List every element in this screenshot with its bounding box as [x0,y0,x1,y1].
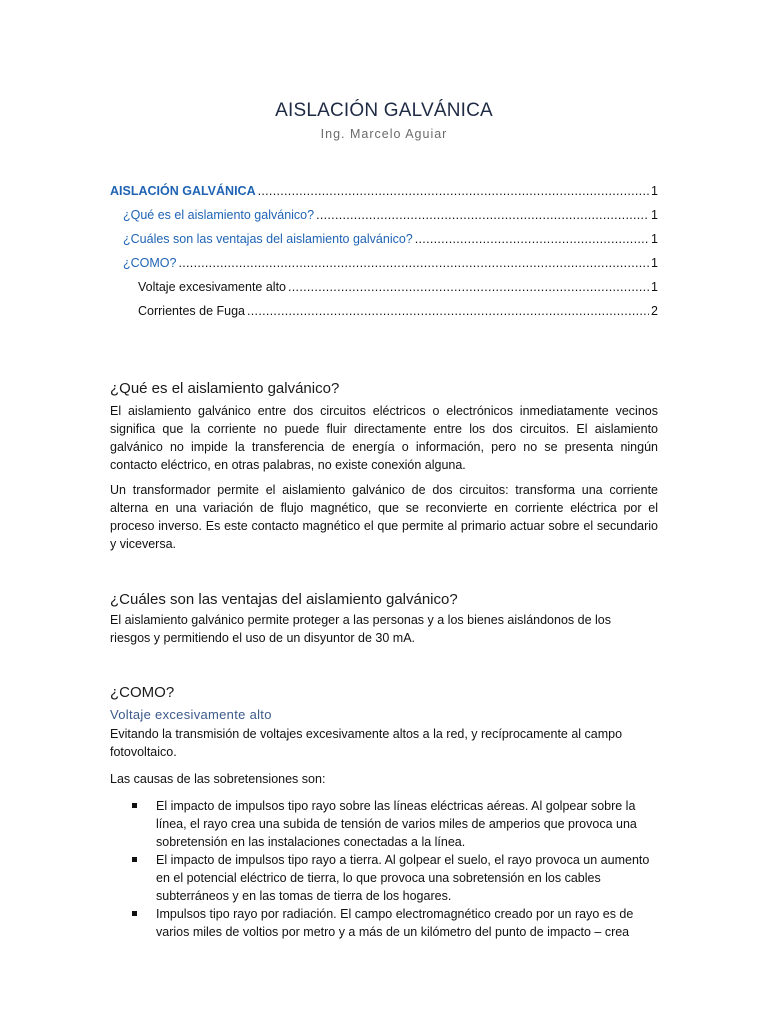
document-author: Ing. Marcelo Aguiar [320,127,448,141]
toc-page-number: 1 [651,256,658,270]
toc-entry-aislacion[interactable] [110,182,658,200]
toc-leader-dots [288,278,649,296]
paragraph-que-es-1: El aislamiento galvánico entre dos circuitos eléctricos o electrónicos inmediatamente vecinos significa que la corriente no puede fluir directamente entre los dos circuitos. El aislamiento galvánico no impide la transferencia de energía o información, pero no se presenta ningún contacto eléctrico, en otras palabras, no existe conexión alguna. [110,404,658,472]
toc-entry-label[interactable]: ¿Cuáles son las ventajas del aislamiento galvánico? [123,232,413,246]
toc-page-number: 1 [651,208,658,222]
toc-page-number: 1 [651,232,658,246]
list-item [110,797,658,851]
toc-leader-dots [178,254,649,272]
toc-entry-ventajas[interactable] [123,230,658,248]
toc-entry-label[interactable]: AISLACIÓN GALVÁNICA [110,184,256,198]
toc-leader-dots [247,302,649,320]
paragraph-que-es-2: Un transformador permite el aislamiento galvánico de dos circuitos: transforma una corriente alterna en una variación de flujo magnético, que se reconvierte en corriente eléctrica por el proceso inverso. Es este contacto magnético el que permite al primario actuar sobre el secundario y viceversa. [110,483,658,551]
toc-page-number: 1 [651,184,658,198]
toc-entry-label[interactable]: Voltaje excesivamente alto [138,280,287,294]
toc-entry-label[interactable]: Corrientes de Fuga [138,304,246,318]
toc-entry-como[interactable] [123,254,658,272]
list-item-text: El impacto de impulsos tipo rayo a tierra. Al golpear el suelo, el rayo provoca un aumento en el potencial eléctrico de tierra, lo que provoca una sobretensión en los cables subterráneos y en las tomas de tierra de los hogares. [156,853,650,903]
toc-leader-dots [258,182,649,200]
paragraph-como-1: Evitando la transmisión de voltajes excesivamente altos a la red, y recíprocamente al campo fotovoltaico. [110,727,623,759]
bullet-square-icon [132,857,137,862]
toc-entry-que-es[interactable] [123,206,658,224]
heading-que-es: ¿Qué es el aislamiento galvánico? [110,380,340,397]
subheading-voltaje: Voltaje excesivamente alto [110,707,272,722]
heading-como: ¿COMO? [110,684,175,701]
paragraph-como-2: Las causas de las sobretensiones son: [110,772,326,786]
toc-entry-label[interactable]: ¿COMO? [123,256,177,270]
list-item [110,851,658,905]
toc-page-number: 2 [651,304,658,318]
toc-leader-dots [415,230,649,248]
causes-list [110,797,658,941]
heading-ventajas: ¿Cuáles son las ventajas del aislamiento galvánico? [110,591,458,608]
bullet-square-icon [132,911,137,916]
toc-entry-voltaje[interactable] [138,278,658,296]
toc-entry-label[interactable]: ¿Qué es el aislamiento galvánico? [123,208,315,222]
list-item-text: El impacto de impulsos tipo rayo sobre las líneas eléctricas aéreas. Al golpear sobre la línea, el rayo crea una subida de tensión de varios miles de amperios que provoca una sobretensión en las instalaciones conectadas a la línea. [156,799,637,849]
toc-leader-dots [316,206,649,224]
toc-entry-corrientes[interactable] [138,302,658,320]
bullet-square-icon [132,803,137,808]
toc-page-number: 1 [651,280,658,294]
paragraph-ventajas-1: El aislamiento galvánico permite proteger a las personas y a los bienes aislándonos de los riesgos y permitiendo el uso de un disyuntor de 30 mA. [110,613,611,645]
list-item-text: Impulsos tipo rayo por radiación. El campo electromagnético creado por un rayo es de varios miles de voltios por metro y a más de un kilómetro del punto de impacto – crea [156,907,634,939]
document-title: AISLACIÓN GALVÁNICA [275,100,493,121]
list-item [110,905,658,941]
